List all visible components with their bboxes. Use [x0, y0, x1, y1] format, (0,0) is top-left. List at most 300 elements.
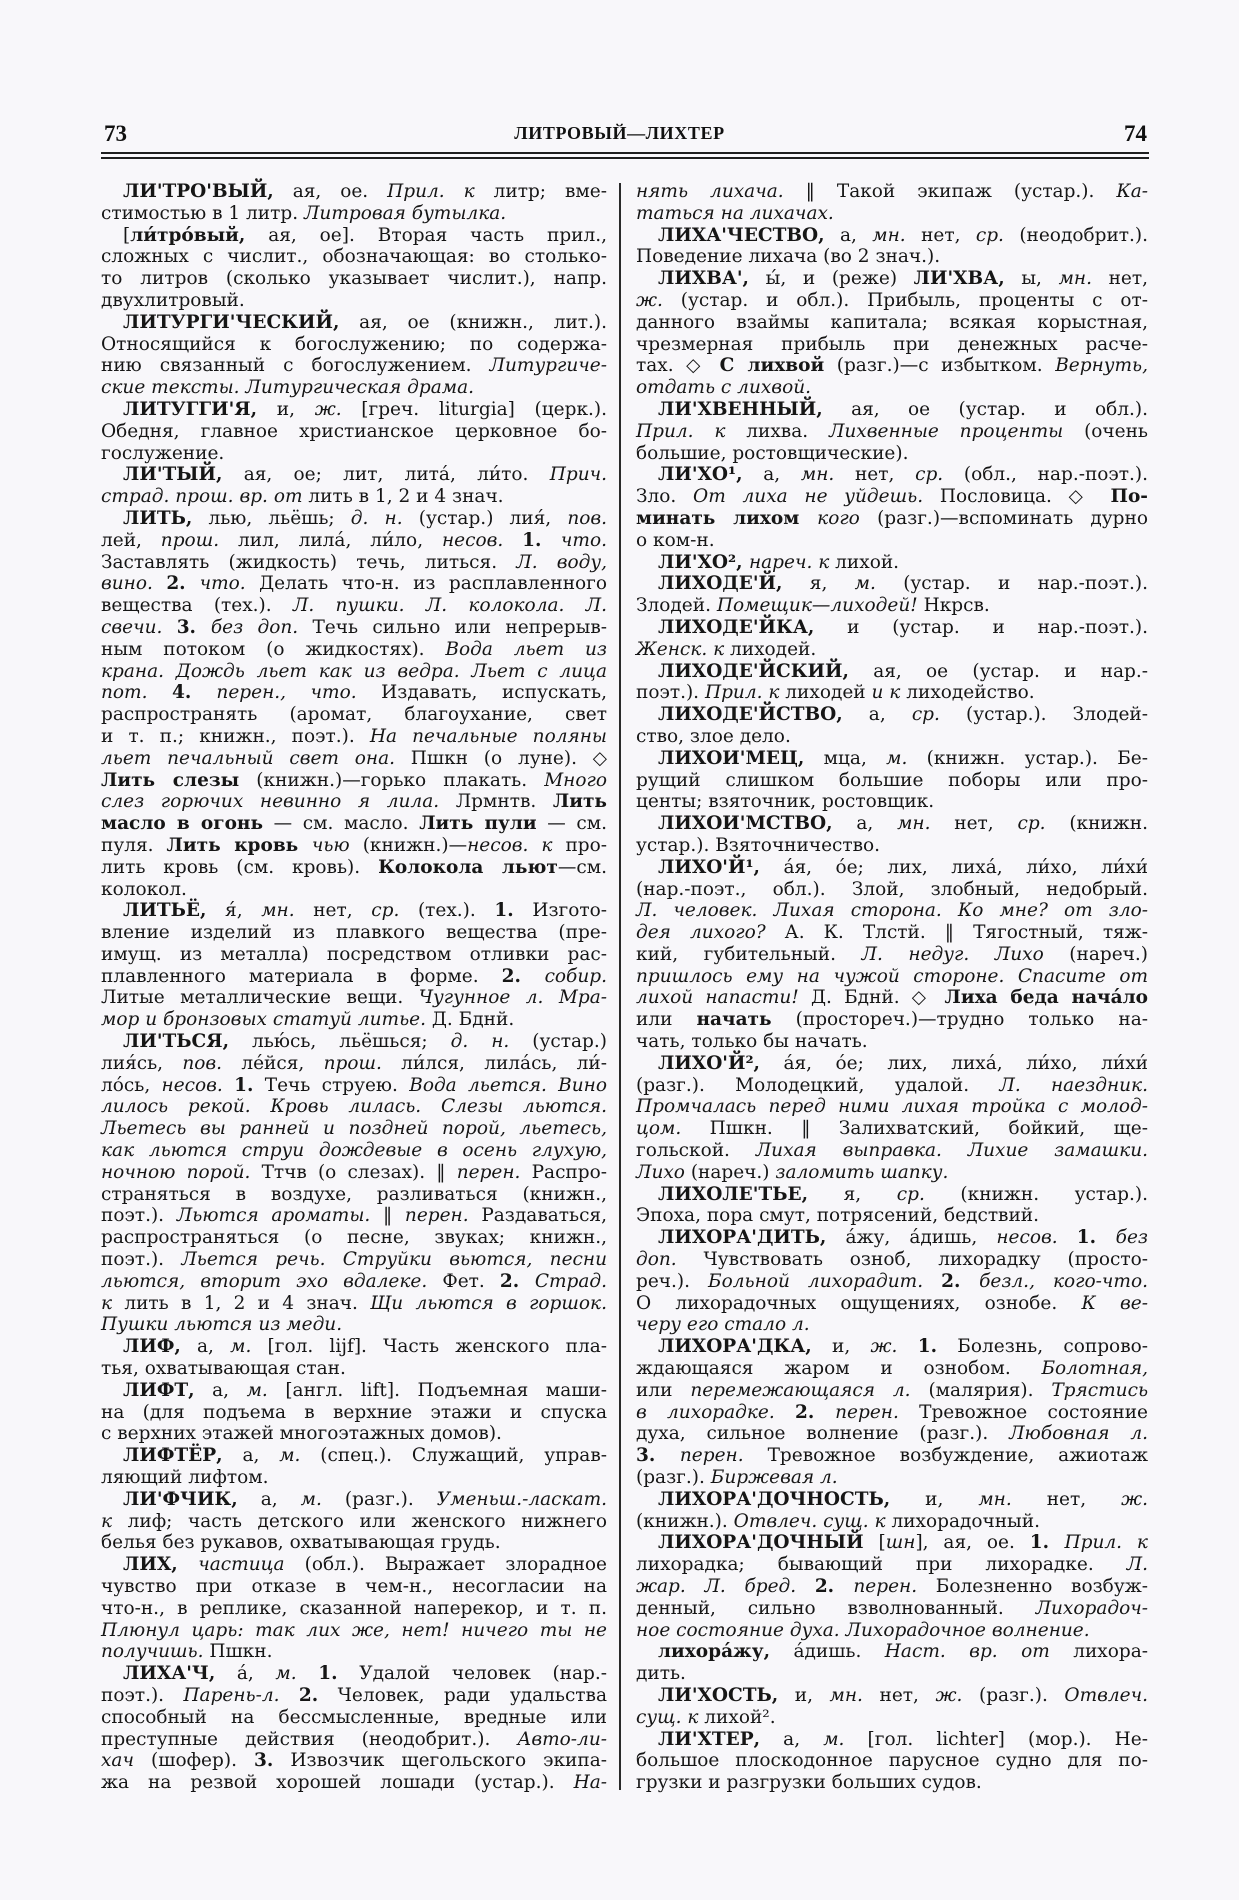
bold-text: 3.: [636, 1445, 680, 1467]
entry-line: [101, 1162, 607, 1184]
italic-text: несов.: [996, 1227, 1077, 1249]
entry-line: [636, 726, 1148, 748]
entry-headline: [636, 225, 1148, 247]
bold-text: ЛИХО'Й¹,: [658, 856, 760, 878]
entry-headline: [636, 857, 1148, 879]
text: и,: [811, 1336, 871, 1358]
bold-text: минать лихом: [636, 507, 818, 529]
text: ая, ое (устар. и нар.-: [848, 660, 1148, 682]
text: пуля.: [101, 834, 167, 856]
text: ло́сь,: [101, 1074, 162, 1096]
entry-line: [101, 791, 607, 813]
italic-text: пов.: [567, 507, 608, 529]
entry-line: [101, 1358, 607, 1380]
text: ая, ое.: [273, 181, 388, 202]
italic-text: мн.: [897, 813, 931, 835]
text: Извозчик щегольского экипа-: [273, 1750, 607, 1772]
text: [гол. lijf]. Часть женского пла-: [251, 1336, 608, 1358]
text: лить кровь (см. кровь).: [101, 856, 379, 878]
entry-line: [636, 1271, 1148, 1293]
italic-text: Промчалась перед ними лихая тройка с молод-: [636, 1096, 1148, 1118]
italic-text: Плюнул царь: так лих же, нет! ничего ты не: [101, 1619, 607, 1641]
italic-text: нять лихача.: [636, 181, 784, 202]
bold-text: 2.: [499, 1270, 535, 1292]
text: центы; взяточник, ростовщик.: [636, 791, 935, 813]
italic-text: мн.: [1058, 268, 1092, 290]
bold-text: ЛИХОРА'ДИТЬ,: [658, 1227, 827, 1249]
text: поэт.).: [101, 1205, 177, 1227]
text: Пшкн. ‖ Залихватский, бойкий, ще-: [681, 1118, 1148, 1140]
italic-text: пов.: [182, 1052, 223, 1074]
entry-headline: [101, 1554, 607, 1576]
italic-text: безл., кого-что.: [979, 1270, 1148, 1292]
entry-line: [101, 726, 607, 748]
entry-line: [636, 1445, 1148, 1467]
entry-headline: [636, 552, 1148, 574]
entry-line: [636, 966, 1148, 988]
dictionary-entry: [101, 1489, 607, 1554]
text: духа, сильное волнение (разг.).: [636, 1423, 1010, 1445]
entry-line: [101, 552, 607, 574]
bold-text: Лить кровь: [166, 834, 312, 856]
text: жа на резвой хорошей лошади (устар.).: [101, 1772, 574, 1794]
italic-text: Авто-ли-: [517, 1728, 607, 1750]
italic-text: сущ. к: [636, 1706, 699, 1728]
text: ли́лся, лила́сь, ли́-: [381, 1052, 607, 1074]
italic-text: Лихорадоч-: [1035, 1597, 1148, 1619]
bold-text: ЛИ'ХО²,: [658, 551, 749, 573]
italic-text: м.: [230, 1336, 252, 1358]
entry-headline: [636, 704, 1148, 726]
text: то литров (сколько указывает числит.), напр.: [101, 268, 607, 290]
bold-text: начать: [696, 1009, 772, 1031]
italic-text: Лихая выправка. Лихие замашки.: [755, 1140, 1148, 1162]
text: Распро-: [520, 1161, 607, 1183]
bold-text: 4.: [172, 682, 217, 704]
entry-headline: [101, 1031, 607, 1053]
italic-text: ж.: [1121, 1488, 1148, 1510]
text: способный на бессмысленные, вредные или: [101, 1706, 607, 1728]
text: о ком-н.: [636, 529, 715, 551]
text: (разг.).: [321, 1488, 437, 1510]
italic-text: перемежающаяся л.: [690, 1379, 911, 1401]
entry-line: [101, 835, 607, 857]
text: лихой².: [698, 1706, 776, 1728]
text: (книжн.)—: [349, 834, 468, 856]
entry-headline: [636, 1685, 1148, 1707]
entry-line: [101, 682, 607, 704]
text: а́дишь.: [770, 1641, 885, 1663]
text: гослужение.: [101, 442, 225, 464]
bold-text: ЛИХОРА'ДКА,: [658, 1336, 812, 1358]
entry-headline: [636, 1184, 1148, 1206]
dictionary-entry: [636, 704, 1148, 748]
text: (устар. и нар.-поэт.).: [875, 573, 1148, 595]
bold-text: Лить слезы: [101, 769, 240, 791]
entry-line: [101, 377, 607, 399]
italic-text: Л.: [1126, 1554, 1148, 1576]
bold-text: ЛИХВА',: [658, 268, 750, 290]
text: [: [863, 1532, 886, 1554]
entry-line: [101, 748, 607, 770]
entry-line: [636, 1750, 1148, 1772]
bold-text: 2.: [166, 573, 200, 595]
entry-line: [636, 1205, 1148, 1227]
text: и,: [778, 1684, 830, 1706]
italic-text: ср.: [1017, 813, 1046, 835]
dictionary-entry: [636, 748, 1148, 813]
italic-text: перен.: [404, 1205, 469, 1227]
text: нет,: [1011, 1488, 1122, 1510]
text: Д. Бднй.: [425, 1009, 515, 1031]
entry-line: [636, 1423, 1148, 1445]
italic-text: Болотная,: [1041, 1358, 1148, 1380]
text: я,: [808, 1183, 897, 1205]
entry-line: [101, 1096, 607, 1118]
text: лью, льёшь;: [192, 507, 351, 529]
text: ы,: [1004, 268, 1059, 290]
text: ство, злое дело.: [636, 725, 791, 747]
bold-text: 1.: [1029, 1532, 1065, 1554]
entry-line: [636, 1009, 1148, 1031]
italic-text: Льются ароматы.: [176, 1205, 371, 1227]
italic-text: Любовная л.: [1009, 1423, 1148, 1445]
text: Течь сильно или непрерыв-: [298, 616, 607, 638]
dictionary-entry: [636, 1053, 1148, 1184]
bold-text: С лихвой: [719, 355, 825, 377]
entry-headline: [101, 1663, 607, 1685]
entry-line: [101, 1598, 607, 1620]
italic-text: Лихвенные проценты: [828, 420, 1064, 442]
text: нет,: [834, 464, 916, 486]
entry-line: [101, 1576, 607, 1598]
italic-text: От лиха не уйдешь.: [693, 486, 924, 508]
italic-text: частица: [198, 1554, 285, 1576]
entry-line: [101, 1053, 607, 1075]
entry-headline: [101, 1336, 607, 1358]
entry-line: [101, 268, 607, 290]
entry-line: [101, 1293, 607, 1315]
bold-text: ЛИХОРА'ДОЧНЫЙ: [658, 1532, 864, 1554]
entry-line: [636, 486, 1148, 508]
text: литр; вме-: [474, 181, 607, 202]
text: (очень: [1063, 420, 1149, 442]
italic-text: ср.: [975, 224, 1004, 246]
text: а,: [760, 1728, 824, 1750]
dictionary-entry: [636, 1489, 1148, 1533]
italic-text: Вернуть,: [1055, 355, 1148, 377]
text: (разг.). Молодецкий, удалой.: [636, 1074, 1000, 1096]
text: (тех.).: [399, 900, 495, 922]
text: а,: [237, 1488, 301, 1510]
italic-text: что.: [199, 573, 246, 595]
entry-line: [101, 1314, 607, 1336]
dictionary-entry: [101, 225, 607, 312]
italic-text: Биржевая л.: [710, 1467, 838, 1489]
italic-text: кого: [817, 507, 860, 529]
text: а́,: [215, 1663, 276, 1685]
entry-line: [636, 595, 1148, 617]
text: [греч. liturgia] (церк.).: [341, 398, 607, 420]
bold-text: ЛИФ,: [123, 1336, 181, 1358]
entry-headline: [636, 813, 1148, 835]
italic-text: крана. Дождь льет как из ведра. Льет с лица: [101, 660, 607, 682]
text: устар.). Взяточничество.: [636, 834, 881, 856]
italic-text: Льется речь. Струйки вьются, песни: [181, 1249, 607, 1271]
dictionary-entry: [101, 399, 607, 464]
text: Д. Бднй. ◇: [798, 987, 945, 1009]
entry-line: [636, 508, 1148, 530]
text: Обедня, главное христианское церковное бо-: [101, 420, 607, 442]
italic-text: без: [1115, 1227, 1149, 1249]
entry-line: [101, 246, 607, 268]
italic-text: ж.: [935, 1684, 963, 1706]
italic-text: К ве-: [1081, 1292, 1148, 1314]
entry-line: [636, 377, 1148, 399]
italic-text: страд. прош. вр. от: [101, 486, 303, 508]
dictionary-entry: [101, 312, 607, 399]
italic-text: На печальные поляны: [369, 725, 607, 747]
entry-line: [636, 1598, 1148, 1620]
entry-line: [101, 421, 607, 443]
entry-line: [101, 355, 607, 377]
entry-headline: [636, 1053, 1148, 1075]
entry-line: [101, 770, 607, 792]
italic-text: что.: [560, 529, 607, 551]
italic-text: мн.: [261, 900, 295, 922]
italic-text: Прил. к: [704, 682, 780, 704]
bold-text: ЛИ'ХВА,: [913, 268, 1005, 290]
entry-headline: [101, 1445, 607, 1467]
bold-text: ЛИХ,: [123, 1554, 199, 1576]
text: тах. ◇: [636, 355, 720, 377]
text: Изгото-: [513, 900, 607, 922]
italic-text: шн: [885, 1532, 916, 1554]
text: большое плоскодонное парусное судно для по-: [636, 1750, 1148, 1772]
text: А. К. Тлстй. ‖ Тягостный, тяж-: [765, 922, 1148, 944]
entry-headline: [636, 1641, 1148, 1663]
text: (нареч.): [1043, 943, 1148, 965]
entry-line: [636, 791, 1148, 813]
text: Лрмнтв.: [439, 791, 553, 813]
text: (устар.): [509, 1031, 607, 1053]
text: лихой.: [829, 551, 900, 573]
entry-line: [636, 1140, 1148, 1162]
text: вление изделий из плавкого вещества (пре-: [101, 922, 607, 944]
entry-line: [636, 1118, 1148, 1140]
bold-text: 2.: [941, 1270, 980, 1292]
entry-line: [101, 857, 607, 879]
text: — см.: [536, 813, 607, 835]
dictionary-entry: [101, 1554, 607, 1663]
text: (устар.) лия́,: [402, 507, 568, 529]
italic-text: таться на лихачах.: [636, 202, 834, 224]
italic-text: ж.: [870, 1336, 918, 1358]
bold-text: 2.: [298, 1684, 319, 1706]
italic-text: к: [101, 1292, 113, 1314]
entry-line: [636, 1358, 1148, 1380]
entry-line: [101, 1620, 607, 1642]
text: а,: [832, 813, 898, 835]
text: Раздаваться,: [468, 1205, 607, 1227]
italic-text: мор и бронзовых статуй литье.: [101, 1009, 426, 1031]
bold-text: ЛИХОДЕ'ЙКА,: [658, 616, 815, 638]
italic-text: Лихо: [636, 1161, 685, 1183]
bold-text: 1.: [522, 529, 561, 551]
italic-text: Прил. к: [387, 181, 475, 202]
text: ле́йся,: [222, 1052, 324, 1074]
text: (нареч.): [684, 1161, 776, 1183]
entry-line: [101, 530, 607, 552]
italic-text: заломить шапку.: [775, 1161, 949, 1183]
entry-headline: [101, 312, 607, 334]
text: распространяться (о песне, звуках; книжн.,: [101, 1227, 607, 1249]
dictionary-entry: [101, 1031, 607, 1336]
entry-headline: [101, 508, 607, 530]
italic-text: м.: [823, 1728, 845, 1750]
bold-text: ЛИ'ТРО'ВЫЙ,: [123, 181, 274, 202]
italic-text: к: [101, 1510, 113, 1532]
italic-text: перен.: [456, 1161, 521, 1183]
bold-text: ЛИ'ТЫЙ,: [123, 464, 223, 486]
text: (неодобрит.).: [1003, 224, 1149, 246]
entry-headline: [636, 617, 1148, 639]
text: лиходейство.: [900, 682, 1035, 704]
italic-text: Прич.: [549, 464, 607, 486]
text: (разг.).: [962, 1684, 1065, 1706]
text: Поведение лихача (во 2 знач.).: [636, 246, 941, 268]
italic-text: Трястись: [1051, 1379, 1149, 1401]
dictionary-entry: [636, 1641, 1148, 1685]
dictionary-entry: [101, 464, 607, 508]
text: имущ. из металла) посредством отливки рас-: [101, 943, 607, 965]
bold-text: ЛИХО'Й²,: [658, 1052, 760, 1074]
italic-text: и к: [871, 682, 901, 704]
entry-line: [636, 639, 1148, 661]
text: данного взаймы капитала; всякая корыстная,: [636, 311, 1148, 333]
text: или: [636, 1379, 691, 1401]
bold-text: Лиха беда нача́ло: [944, 987, 1148, 1009]
italic-text: прош.: [160, 529, 220, 551]
italic-text: нареч. к: [748, 551, 830, 573]
dictionary-entry: [636, 1685, 1148, 1729]
entry-line: [101, 334, 607, 356]
text: и,: [890, 1488, 979, 1510]
bold-text: ЛИХОИ'МЕЦ,: [658, 747, 805, 769]
text: — см. масло.: [263, 813, 420, 835]
dictionary-entry: [636, 552, 1148, 574]
entry-line: [636, 181, 1148, 203]
text: лил, лила́, ли́ло,: [219, 529, 442, 551]
italic-text: Л. человек. Лихая сторона. Ко мне? от зло-: [636, 900, 1148, 922]
text: а́жу, а́дишь,: [826, 1227, 997, 1249]
entry-headline: [636, 1227, 1148, 1249]
text: (разг.)—с избытком.: [824, 355, 1056, 377]
italic-text: Женск. к: [636, 638, 725, 660]
bold-text: Лить: [552, 791, 607, 813]
entry-line: [101, 1402, 607, 1424]
text: (книжн. устар.).: [924, 1183, 1148, 1205]
entry-line: [101, 1707, 607, 1729]
dictionary-entry: [636, 181, 1148, 225]
italic-text: Отвлеч.: [1064, 1684, 1148, 1706]
italic-text: Много: [544, 769, 607, 791]
entry-line: [101, 1511, 607, 1533]
italic-text: хач: [101, 1750, 134, 1772]
text: Тревожное возбуждение, ажиотаж: [743, 1445, 1148, 1467]
text: рущий слишком большие поборы или про-: [636, 769, 1148, 791]
text: чувство при отказе в чем-н., несогласии на: [101, 1576, 607, 1597]
entry-line: [636, 1511, 1148, 1533]
entry-line: [636, 421, 1148, 443]
entry-line: [636, 334, 1148, 356]
entry-line: [101, 443, 607, 465]
italic-text: ное состояние духа. Лихорадочное волнение.: [636, 1619, 1090, 1641]
italic-text: чью: [311, 834, 350, 856]
bold-text: 1.: [917, 1336, 938, 1358]
italic-text: Пушки льются из меди.: [101, 1314, 343, 1336]
text: ‖ Такой экипаж (устар.).: [783, 181, 1117, 202]
page-number-right: 74: [1124, 121, 1147, 146]
entry-line: [101, 1140, 607, 1162]
italic-text: ср.: [915, 464, 944, 486]
text: преступные действия (неодобрит.).: [101, 1728, 518, 1750]
text: Фет.: [427, 1270, 500, 1292]
text: или: [636, 1009, 697, 1031]
entry-line: [101, 1641, 607, 1663]
text: лихва.: [725, 420, 829, 442]
italic-text: мн.: [872, 224, 906, 246]
entry-headline: [636, 573, 1148, 595]
dictionary-entry: [101, 1380, 607, 1445]
text: а́я, о́е; лих, лиха́, ли́хо, ли́хи́: [760, 1052, 1148, 1074]
header-rule-thick: [101, 152, 1149, 154]
bold-text: ЛИХОЛЕ'ТЬЕ,: [658, 1183, 809, 1205]
page-number-left: 73: [104, 121, 127, 146]
italic-text: Литровая бутылка.: [303, 202, 507, 224]
italic-text: перен.: [679, 1445, 744, 1467]
text: Человек, ради удальства: [318, 1684, 607, 1706]
text: Пословица. ◇: [923, 486, 1111, 508]
text: двухлитровый.: [101, 289, 245, 311]
text: (простореч.)—трудно только на-: [771, 1009, 1149, 1031]
entry-line: [636, 922, 1148, 944]
bold-text: 1.: [234, 1074, 254, 1096]
text: (шофер).: [133, 1750, 254, 1772]
italic-text: Помещик—лиходей!: [716, 595, 918, 617]
text: ‖: [370, 1205, 405, 1227]
text: (обл., нар.-поэт.).: [943, 464, 1148, 486]
bold-text: ЛИТУРГИ'ЧЕСКИЙ,: [123, 311, 340, 333]
bold-text: ЛИ'ХО¹,: [658, 464, 743, 486]
italic-text: м.: [275, 1663, 319, 1685]
entry-headline: [636, 661, 1148, 683]
italic-text: ж.: [314, 398, 342, 420]
text: а,: [222, 1445, 280, 1467]
italic-text: несов.: [441, 529, 523, 551]
text: Болезнь, сопрово-: [937, 1336, 1148, 1358]
entry-line: [636, 1402, 1148, 1424]
text: сложных с числит., обозначающая: во столько-: [101, 246, 607, 268]
italic-text: лихой напасти!: [636, 987, 799, 1009]
text: нет,: [294, 900, 372, 922]
text: (разг.)—вспоминать дурно: [859, 507, 1148, 529]
entry-line: [101, 1685, 607, 1707]
entry-line: [101, 1205, 607, 1227]
dictionary-entry: [636, 399, 1148, 464]
entry-line: [636, 879, 1148, 901]
entry-line: [101, 1271, 607, 1293]
